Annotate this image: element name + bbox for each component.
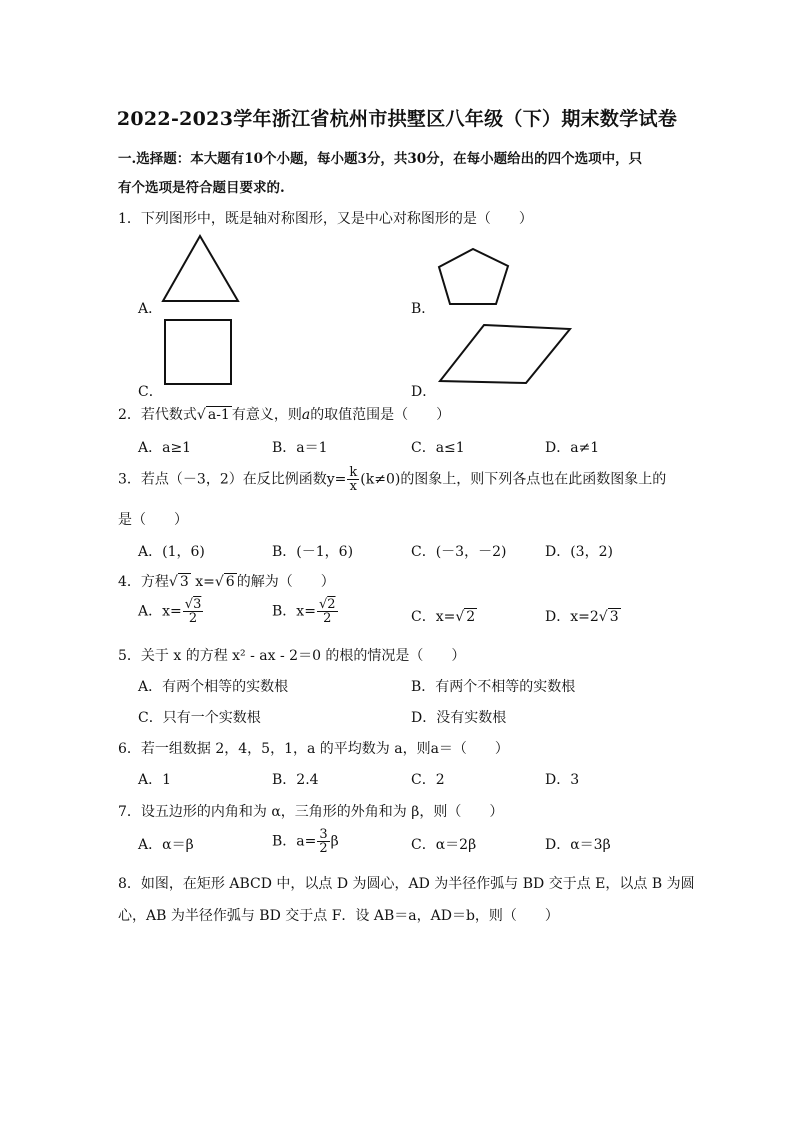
q3-stem-post: 的图象上，则下列各点也在此函数图象上的 <box>400 471 667 488</box>
pentagon-figure <box>436 246 512 308</box>
exam-title: 2022-2023学年浙江省杭州市拱墅区八年级（下）期末数学试卷 <box>116 108 678 130</box>
q5-stem: 5．关于 x 的方程 x² - ax - 2＝0 的根的情况是（ ） <box>118 648 466 664</box>
q3-option-a: A．(1，6) <box>138 544 205 560</box>
q7-option-d: D．α＝3β <box>545 837 611 853</box>
q4-a-fraction <box>183 598 204 625</box>
q4-mid: x= <box>195 574 215 590</box>
q7-option-c: C．α＝2β <box>411 837 477 853</box>
sqrt-expression: √ a-1 <box>196 407 230 423</box>
q4-option-c <box>411 606 477 626</box>
square-figure <box>162 317 234 387</box>
q4-stem-post: 的解为（ ） <box>236 574 335 590</box>
q2-option-d: D．a≠1 <box>545 440 600 456</box>
q3-option-d: D．(3，2) <box>545 544 613 560</box>
q1-option-c: C． <box>138 384 163 400</box>
q4-rad2: 6 <box>225 574 235 590</box>
q2-stem-pre: 2．若代数式 <box>118 407 197 423</box>
q7-b-label: B． <box>272 833 297 850</box>
q5-option-a: A．有两个相等的实数根 <box>138 679 289 695</box>
q3-option-b: B．(－1，6) <box>272 544 354 560</box>
q3-fraction <box>347 466 359 493</box>
q4-b-fraction <box>317 598 338 625</box>
q4-b-den: 2 <box>323 611 332 626</box>
q8-stem-line1: 8．如图，在矩形 ABCD 中，以点 D 为圆心，AD 为半径作弧与 BD 交于点 E，以点 B 为圆 <box>118 876 695 892</box>
q3-frac-den: x <box>349 479 357 494</box>
q2-option-a: A．a≥1 <box>138 440 192 456</box>
q6-option-c: C．2 <box>411 772 445 788</box>
q5-option-d: D．没有实数根 <box>411 710 507 726</box>
q5-option-c: C．只有一个实数根 <box>138 710 261 726</box>
q3-option-c: C．(－3，－2) <box>411 544 507 560</box>
q4-stem <box>118 571 335 591</box>
q4-c-rad: 2 <box>466 609 476 625</box>
q4-d-coef: x=2 <box>570 609 599 625</box>
q4-d-sqrt: √ 3 <box>598 609 619 625</box>
q2-option-c: C．a≤1 <box>411 440 465 456</box>
q6-option-b: B．2.4 <box>272 772 319 788</box>
q4-b-label: B． <box>272 603 297 620</box>
q7-stem: 7．设五边形的内角和为 α，三角形的外角和为 β，则（ ） <box>118 804 504 820</box>
q6-option-d: D．3 <box>545 772 580 788</box>
q4-sqrt-1: √ 3 <box>168 574 189 590</box>
q3-y-eq: y= <box>326 471 347 488</box>
q8-stem-line2: 心，AB 为半径作弧与 BD 交于点 F．设 AB＝a，AD＝b，则（ ） <box>118 908 559 924</box>
q3-condition: (k≠0) <box>360 471 401 488</box>
q2-option-b: B．a＝1 <box>272 440 328 456</box>
q4-b-num-val: 2 <box>327 597 336 612</box>
q1-option-d: D． <box>411 384 437 400</box>
q7-option-a: A．α＝β <box>138 837 194 853</box>
q2-stem-post: 有意义，则 <box>231 407 302 423</box>
q2-radicand: a-1 <box>207 407 230 423</box>
q2-variable: a <box>301 407 311 423</box>
q4-a-den: 2 <box>188 611 198 626</box>
q3-stem-line1 <box>118 466 666 493</box>
q5-option-b: B．有两个不相等的实数根 <box>411 679 576 695</box>
q3-frac-num: k <box>349 465 358 480</box>
q7-b-post: β <box>330 833 339 850</box>
q4-sqrt-2: √ 6 <box>214 574 235 590</box>
triangle-figure <box>160 233 242 305</box>
q1-option-a: A． <box>138 301 163 317</box>
q4-c-xeq: x= <box>435 609 456 625</box>
q7-option-b <box>272 828 339 855</box>
q4-a-label: A． <box>138 603 163 620</box>
q2-stem-end: 的取值范围是（ ） <box>310 407 451 423</box>
parallelogram-figure <box>436 322 574 386</box>
q7-b-pre: a= <box>296 833 317 850</box>
q4-option-d <box>545 606 621 626</box>
q6-stem: 6．若一组数据 2，4，5，1，a 的平均数为 a，则a＝（ ） <box>118 741 509 757</box>
q4-option-a <box>138 598 204 625</box>
q4-b-xeq: x= <box>296 603 316 620</box>
section-instructions-line1: 一.选择题：本大题有10个小题，每小题3分，共30分，在每小题给出的四个选项中，只 <box>118 151 643 167</box>
q4-a-xeq: x= <box>162 603 182 620</box>
q4-c-sqrt: √ 2 <box>455 609 476 625</box>
q4-stem-pre: 4．方程 <box>118 574 169 590</box>
q4-rad1: 3 <box>179 574 189 590</box>
q1-stem: 1．下列图形中，既是轴对称图形，又是中心对称图形的是（ ） <box>118 211 533 227</box>
q4-d-label: D． <box>545 609 571 625</box>
q4-a-num: √3 <box>184 597 202 612</box>
q3-stem-pre: 3．若点（－3，2）在反比例函数 <box>118 471 327 488</box>
q1-option-b: B． <box>411 301 436 317</box>
q2-stem <box>118 404 450 424</box>
q6-option-a: A．1 <box>138 772 172 788</box>
q7-b-num: 3 <box>319 827 328 842</box>
q4-d-rad: 3 <box>609 609 619 625</box>
q4-b-num: √2 <box>318 597 336 612</box>
q7-b-fraction <box>317 828 329 855</box>
q4-a-num-val: 3 <box>193 597 202 612</box>
q4-c-label: C． <box>411 609 436 625</box>
q3-stem-line2: 是（ ） <box>118 512 188 528</box>
section-instructions-line2: 有个选项是符合题目要求的. <box>118 180 285 196</box>
q7-b-den: 2 <box>319 841 328 856</box>
q4-option-b <box>272 598 339 625</box>
